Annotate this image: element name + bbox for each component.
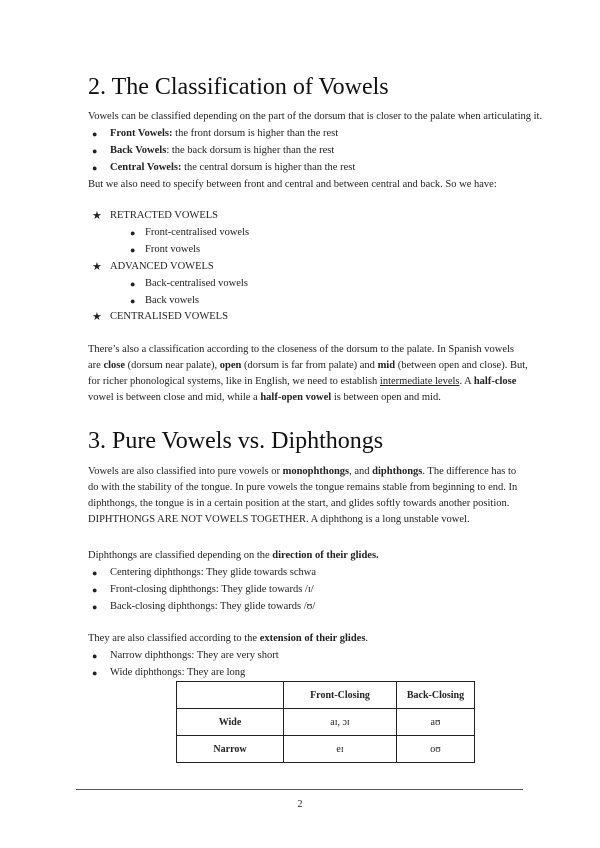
- bullet-dot: ●: [92, 585, 98, 595]
- table-cell: Wide: [177, 709, 284, 736]
- table-header-cell: Back-Closing: [397, 682, 475, 709]
- table-cell: aɪ, ɔɪ: [284, 709, 397, 736]
- list-item-front-closing: Front-closing diphthongs: They glide towards /ɪ/: [110, 584, 314, 595]
- intermediate-levels-link: intermediate levels: [379, 376, 460, 387]
- pure-vowels-paragraph: Vowels are also classified into pure vowels or monophthongs, and diphthongs. The difference has to do with the stability of the tongue. In pure vowels the tongue remains stable from beginning to end. In diphthongs, the tongue is in a certain position at the start, and glides softly towards another position. DIPHTHONGS ARE NOT VOWELS TOGETHER. A diphthong is a long unstable vowel.: [88, 466, 518, 525]
- table-cell: eɪ: [284, 736, 397, 763]
- table-cell: aʊ: [397, 709, 475, 736]
- page-number: 2: [297, 799, 303, 810]
- list-item-wide: Wide diphthongs: They are long: [110, 667, 246, 678]
- sub-item: Front vowels: [145, 244, 201, 255]
- list-item-back-vowels: Back Vowels: the back dorsum is higher than the rest: [110, 145, 335, 156]
- section-2-intro: Vowels can be classified depending on the part of the dorsum that is closer to the palate when articulating it.: [88, 111, 543, 122]
- bullet-dot: ●: [92, 163, 98, 173]
- bullet-dot: ●: [92, 602, 98, 612]
- direction-intro: Diphthongs are classified depending on the direction of their glides.: [88, 550, 379, 561]
- bullet-dot: ●: [92, 651, 98, 661]
- bullet-dot: ●: [92, 146, 98, 156]
- bullet-dot: ●: [92, 668, 98, 678]
- sub-item: Back-centralised vowels: [145, 278, 248, 289]
- diphthong-table: [176, 681, 475, 763]
- table-cell: oʊ: [397, 736, 475, 763]
- table-header-row: [177, 682, 475, 709]
- star-bullet-icon: ★: [92, 311, 102, 323]
- star-bullet-icon: ★: [92, 261, 102, 273]
- star-item-centralised: CENTRALISED VOWELS: [110, 311, 228, 322]
- list-item-central-vowels: Central Vowels: the central dorsum is higher than the rest: [110, 162, 356, 173]
- bullet-dot: ●: [92, 568, 98, 578]
- extension-intro: They are also classified according to the extension of their glides.: [88, 633, 369, 644]
- table-row: [177, 736, 475, 763]
- section-3-heading: 3. Pure Vowels vs. Diphthongs: [88, 428, 384, 454]
- bullet-dot: ●: [92, 129, 98, 139]
- table-header-cell: [177, 682, 284, 709]
- star-item-retracted: RETRACTED VOWELS: [110, 210, 219, 221]
- bullet-dot: ●: [130, 296, 136, 306]
- star-item-advanced: ADVANCED VOWELS: [110, 261, 214, 272]
- table-cell: Narrow: [177, 736, 284, 763]
- sub-item: Back vowels: [145, 295, 199, 306]
- star-bullet-icon: ★: [92, 210, 102, 222]
- bullet-dot: ●: [130, 279, 136, 289]
- list-item-front-vowels: Front Vowels: the front dorsum is higher than the rest: [110, 128, 339, 139]
- list-item-back-closing: Back-closing diphthongs: They glide towards /ʊ/: [110, 601, 316, 612]
- bullet-dot: ●: [130, 228, 136, 238]
- table-row: [177, 709, 475, 736]
- section-2-heading: 2. The Classification of Vowels: [88, 74, 389, 100]
- table-header-cell: Front-Closing: [284, 682, 397, 709]
- sub-item: Front-centralised vowels: [145, 227, 250, 238]
- bullet-dot: ●: [130, 245, 136, 255]
- footer-divider: [76, 789, 523, 790]
- list-item-narrow: Narrow diphthongs: They are very short: [110, 650, 279, 661]
- closeness-paragraph: There’s also a classification according to the closeness of the dorsum to the palate. In Spanish vowels are close (dorsum near palate), open (dorsum is far from palate) and mid (between open and close). But, for richer phonological systems, like in English, we need to establish intermediate levels. A half-close vowel is between close and mid, while a half-open vowel is between open and mid.: [88, 344, 528, 403]
- specify-text: But we also need to specify between front and central and between central and back. So we have:: [88, 179, 497, 190]
- list-item-centering: Centering diphthongs: They glide towards schwa: [110, 567, 316, 578]
